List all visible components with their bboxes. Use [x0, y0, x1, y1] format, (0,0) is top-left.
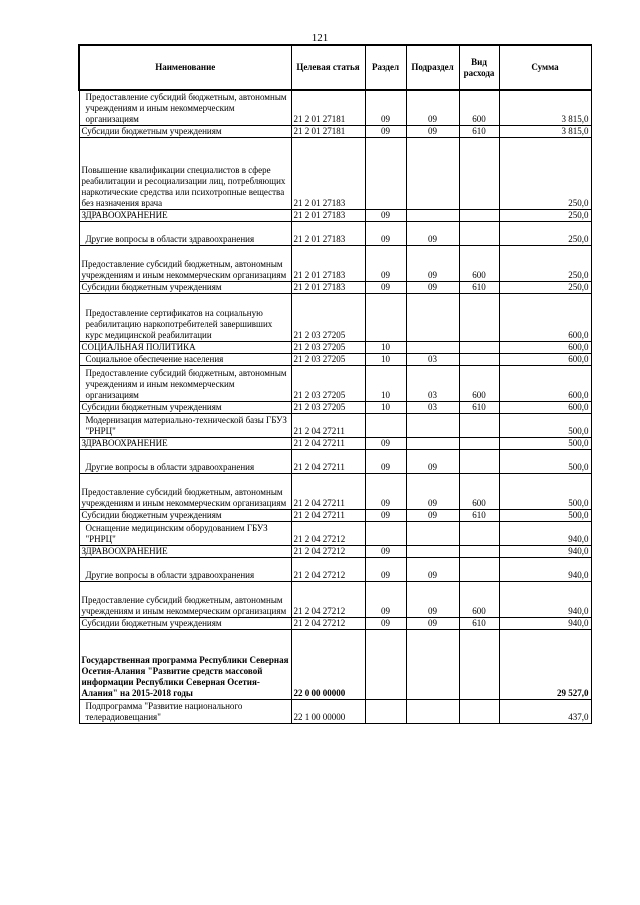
row-name: Субсидии бюджетным учреждениям — [79, 401, 291, 413]
row-vid: 610 — [459, 617, 499, 629]
row-podrazdel — [406, 629, 459, 699]
header-podrazdel: Подраздел — [406, 45, 459, 90]
table-row — [79, 449, 591, 473]
row-name: Предоставление субсидий бюджетным, автономным учреждениям и иным некоммерческим организациям — [79, 90, 291, 125]
row-podrazdel — [406, 413, 459, 437]
row-sum: 250,0 — [499, 245, 591, 281]
table-row — [79, 245, 591, 281]
row-code: 21 2 04 27212 — [291, 521, 365, 545]
row-code: 21 2 03 27205 — [291, 401, 365, 413]
row-sum: 940,0 — [499, 521, 591, 545]
table-row — [79, 137, 591, 209]
table-row — [79, 545, 591, 557]
row-name: Социальное обеспечение населения — [79, 353, 291, 365]
row-podrazdel: 09 — [406, 617, 459, 629]
row-podrazdel — [406, 699, 459, 723]
row-sum: 940,0 — [499, 617, 591, 629]
row-sum: 600,0 — [499, 365, 591, 401]
row-sum: 3 815,0 — [499, 125, 591, 137]
row-vid — [459, 629, 499, 699]
row-sum: 437,0 — [499, 699, 591, 723]
row-vid: 600 — [459, 245, 499, 281]
row-code: 21 2 01 27183 — [291, 245, 365, 281]
table-row — [79, 629, 591, 699]
row-razdel: 09 — [365, 545, 406, 557]
row-razdel: 09 — [365, 557, 406, 581]
header-code: Целевая статья — [291, 45, 365, 90]
table-header-row — [79, 45, 591, 90]
row-code: 21 2 04 27212 — [291, 617, 365, 629]
row-vid — [459, 341, 499, 353]
row-razdel: 09 — [365, 509, 406, 521]
row-sum: 500,0 — [499, 449, 591, 473]
table-row — [79, 365, 591, 401]
table-row — [79, 401, 591, 413]
row-sum: 29 527,0 — [499, 629, 591, 699]
row-razdel — [365, 629, 406, 699]
row-sum: 500,0 — [499, 509, 591, 521]
row-name: ЗДРАВООХРАНЕНИЕ — [79, 209, 291, 221]
row-vid: 610 — [459, 281, 499, 293]
row-vid — [459, 293, 499, 341]
row-vid — [459, 557, 499, 581]
row-code: 21 2 01 27183 — [291, 221, 365, 245]
table-row — [79, 413, 591, 437]
row-sum: 250,0 — [499, 209, 591, 221]
row-razdel: 09 — [365, 281, 406, 293]
row-sum: 250,0 — [499, 281, 591, 293]
row-vid — [459, 437, 499, 449]
row-vid — [459, 521, 499, 545]
row-razdel — [365, 521, 406, 545]
row-podrazdel: 09 — [406, 90, 459, 125]
row-razdel: 09 — [365, 581, 406, 617]
row-name: Другие вопросы в области здравоохранения — [79, 557, 291, 581]
row-podrazdel — [406, 137, 459, 209]
row-sum: 940,0 — [499, 581, 591, 617]
row-razdel — [365, 699, 406, 723]
table-row — [79, 341, 591, 353]
row-name: Предоставление субсидий бюджетным, автономным учреждениям и иным некоммерческим организациям — [79, 581, 291, 617]
row-code: 21 2 04 27211 — [291, 473, 365, 509]
row-name: Другие вопросы в области здравоохранения — [79, 449, 291, 473]
table-row — [79, 699, 591, 723]
row-code: 21 2 04 27211 — [291, 449, 365, 473]
row-name: Государственная программа Республики Северная Осетия-Алания "Развитие средств массовой информации Республики Северная Осетия-Алания" на 2015-2018 годы — [79, 629, 291, 699]
row-vid: 610 — [459, 125, 499, 137]
row-code: 22 1 00 00000 — [291, 699, 365, 723]
row-podrazdel — [406, 521, 459, 545]
row-razdel: 09 — [365, 449, 406, 473]
row-sum: 500,0 — [499, 473, 591, 509]
row-sum: 600,0 — [499, 341, 591, 353]
row-sum: 600,0 — [499, 353, 591, 365]
header-vid: Вид расхода — [459, 45, 499, 90]
row-code: 21 2 03 27205 — [291, 365, 365, 401]
row-code: 21 2 04 27212 — [291, 581, 365, 617]
row-podrazdel: 09 — [406, 557, 459, 581]
row-vid: 600 — [459, 365, 499, 401]
row-sum: 940,0 — [499, 557, 591, 581]
row-code: 21 2 01 27181 — [291, 90, 365, 125]
row-razdel: 10 — [365, 341, 406, 353]
row-razdel: 09 — [365, 221, 406, 245]
row-name: Предоставление субсидий бюджетным, автономным учреждениям и иным некоммерческим организациям — [79, 473, 291, 509]
row-code: 21 2 01 27183 — [291, 281, 365, 293]
table-row — [79, 473, 591, 509]
row-razdel — [365, 413, 406, 437]
row-podrazdel — [406, 437, 459, 449]
row-sum: 600,0 — [499, 293, 591, 341]
table-row — [79, 509, 591, 521]
table-row — [79, 221, 591, 245]
table-row — [79, 557, 591, 581]
table-row — [79, 353, 591, 365]
row-code: 21 2 03 27205 — [291, 293, 365, 341]
row-code: 21 2 04 27212 — [291, 545, 365, 557]
header-razdel: Раздел — [365, 45, 406, 90]
row-sum: 250,0 — [499, 137, 591, 209]
table-row — [79, 293, 591, 341]
table-row — [79, 437, 591, 449]
row-razdel: 09 — [365, 245, 406, 281]
row-podrazdel: 03 — [406, 401, 459, 413]
row-razdel — [365, 137, 406, 209]
row-podrazdel: 09 — [406, 221, 459, 245]
row-razdel: 10 — [365, 365, 406, 401]
row-podrazdel: 09 — [406, 245, 459, 281]
row-vid — [459, 209, 499, 221]
table-body — [79, 90, 591, 723]
row-podrazdel — [406, 341, 459, 353]
row-name: Субсидии бюджетным учреждениям — [79, 509, 291, 521]
row-name: Оснащение медицинским оборудованием ГБУЗ "РНРЦ" — [79, 521, 291, 545]
row-name: Предоставление сертификатов на социальную реабилитацию наркопотребителей завершивших курс медицинской реабилитации — [79, 293, 291, 341]
budget-table — [78, 44, 592, 724]
row-vid — [459, 137, 499, 209]
row-vid: 600 — [459, 581, 499, 617]
table-row — [79, 281, 591, 293]
row-name: СОЦИАЛЬНАЯ ПОЛИТИКА — [79, 341, 291, 353]
row-razdel: 10 — [365, 401, 406, 413]
row-podrazdel: 09 — [406, 509, 459, 521]
row-podrazdel: 03 — [406, 365, 459, 401]
row-name: Подпрограмма "Развитие национального телерадиовещания" — [79, 699, 291, 723]
row-razdel: 09 — [365, 617, 406, 629]
row-name: Субсидии бюджетным учреждениям — [79, 281, 291, 293]
table-row — [79, 209, 591, 221]
page-number: 121 — [311, 32, 329, 44]
row-podrazdel: 09 — [406, 473, 459, 509]
row-name: Другие вопросы в области здравоохранения — [79, 221, 291, 245]
row-vid — [459, 449, 499, 473]
table-row — [79, 581, 591, 617]
row-code: 21 2 01 27183 — [291, 137, 365, 209]
row-name: Субсидии бюджетным учреждениям — [79, 125, 291, 137]
row-code: 21 2 01 27181 — [291, 125, 365, 137]
row-podrazdel — [406, 209, 459, 221]
row-podrazdel: 09 — [406, 581, 459, 617]
row-podrazdel: 09 — [406, 125, 459, 137]
row-podrazdel: 09 — [406, 281, 459, 293]
row-vid — [459, 699, 499, 723]
row-podrazdel — [406, 293, 459, 341]
row-code: 21 2 04 27211 — [291, 413, 365, 437]
row-code: 21 2 03 27205 — [291, 341, 365, 353]
row-podrazdel: 03 — [406, 353, 459, 365]
row-name: Повышение квалификации специалистов в сфере реабилитации и ресоциализации лиц, потребляющих наркотические средства или психотропные вещества без назначения врача — [79, 137, 291, 209]
row-code: 21 2 04 27211 — [291, 437, 365, 449]
row-sum: 500,0 — [499, 437, 591, 449]
row-podrazdel: 09 — [406, 449, 459, 473]
row-sum: 500,0 — [499, 413, 591, 437]
row-code: 21 2 01 27183 — [291, 209, 365, 221]
row-razdel — [365, 293, 406, 341]
row-code: 21 2 04 27211 — [291, 509, 365, 521]
row-code: 22 0 00 00000 — [291, 629, 365, 699]
row-name: Модернизация материально-технической базы ГБУЗ "РНРЦ" — [79, 413, 291, 437]
row-code: 21 2 03 27205 — [291, 353, 365, 365]
row-vid — [459, 221, 499, 245]
row-code: 21 2 04 27212 — [291, 557, 365, 581]
row-name: ЗДРАВООХРАНЕНИЕ — [79, 437, 291, 449]
table-row — [79, 521, 591, 545]
row-razdel: 09 — [365, 90, 406, 125]
row-vid — [459, 413, 499, 437]
row-razdel: 09 — [365, 473, 406, 509]
row-name: Предоставление субсидий бюджетным, автономным учреждениям и иным некоммерческим организациям — [79, 365, 291, 401]
table-row — [79, 90, 591, 125]
table-row — [79, 125, 591, 137]
table-row — [79, 617, 591, 629]
header-sum: Сумма — [499, 45, 591, 90]
row-vid: 610 — [459, 401, 499, 413]
row-sum: 940,0 — [499, 545, 591, 557]
row-vid — [459, 545, 499, 557]
row-razdel: 09 — [365, 125, 406, 137]
row-sum: 600,0 — [499, 401, 591, 413]
row-name: ЗДРАВООХРАНЕНИЕ — [79, 545, 291, 557]
row-sum: 3 815,0 — [499, 90, 591, 125]
row-podrazdel — [406, 545, 459, 557]
row-name: Предоставление субсидий бюджетным, автономным учреждениям и иным некоммерческим организациям — [79, 245, 291, 281]
row-razdel: 10 — [365, 353, 406, 365]
row-vid: 600 — [459, 473, 499, 509]
row-vid: 610 — [459, 509, 499, 521]
row-sum: 250,0 — [499, 221, 591, 245]
header-name: Наименование — [79, 45, 291, 90]
row-razdel: 09 — [365, 209, 406, 221]
row-razdel: 09 — [365, 437, 406, 449]
row-vid: 600 — [459, 90, 499, 125]
row-name: Субсидии бюджетным учреждениям — [79, 617, 291, 629]
row-vid — [459, 353, 499, 365]
